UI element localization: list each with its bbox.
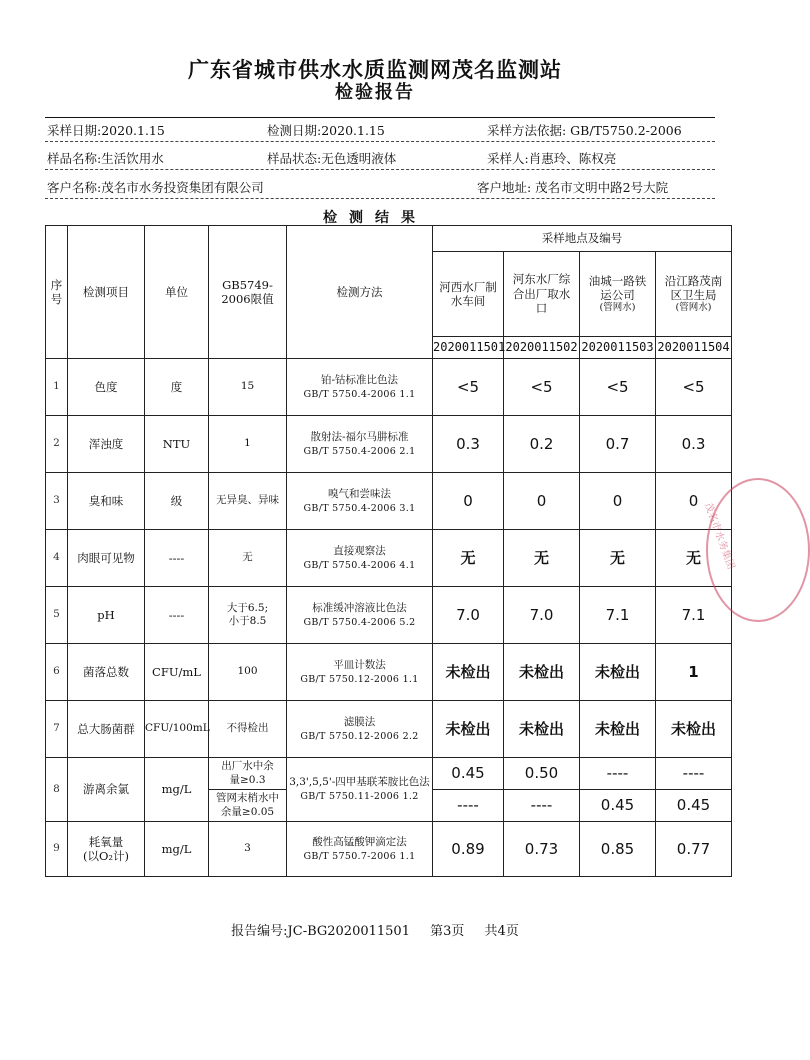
row-unit: NTU [145,416,209,473]
row-method: 平皿计数法 GB/T 5750.12-2006 1.1 [287,644,433,701]
table-row [46,701,732,758]
row-value: <5 [580,359,656,416]
row-limit-b: 管网末梢水中余量≥0.05 [209,790,287,822]
row-value: 0 [504,473,580,530]
row-value: 7.1 [656,587,732,644]
row-method: 嗅气和尝味法 GB/T 5750.4-2006 3.1 [287,473,433,530]
info-row-dates [45,118,715,138]
site-code: 2020011503 [580,337,656,359]
row-limit: 大于6.5;小于8.5 [209,587,287,644]
row-value: 7.0 [433,587,504,644]
row-item: 肉眼可见物 [68,530,145,587]
header-method: 检测方法 [287,226,433,359]
row-limit: 1 [209,416,287,473]
row-unit: ---- [145,530,209,587]
row-unit: CFU/100mL [145,701,209,758]
row-no: 6 [46,644,68,701]
row-value: 无 [580,530,656,587]
row-limit: 100 [209,644,287,701]
row-method: 酸性高锰酸钾滴定法 GB/T 5750.7-2006 1.1 [287,822,433,877]
section-title: 检测结果 [323,210,427,226]
page-number: 第3页 [430,924,465,939]
info-row-sample [45,146,715,166]
row-value: 未检出 [433,644,504,701]
row-no: 4 [46,530,68,587]
row-value: <5 [504,359,580,416]
row-no: 7 [46,701,68,758]
row-method: 3,3',5,5'-四甲基联苯胺比色法 GB/T 5750.11-2006 1.2 [287,758,433,822]
row-no: 5 [46,587,68,644]
report-number: 报告编号:JC-BG2020011501 [231,924,410,939]
row-value: 未检出 [580,644,656,701]
info-row-client [45,175,715,195]
row-no: 1 [46,359,68,416]
row-value: 未检出 [504,701,580,758]
client-address: 客户地址: 茂名市文明中路2号大院 [477,180,669,195]
row-value: ---- [656,758,732,790]
row-value: 0.45 [656,790,732,822]
divider [45,141,715,142]
row-value: 0.7 [580,416,656,473]
seal-stamp-text: 茂名市水务集团 [701,501,737,571]
row-no: 9 [46,822,68,877]
row-no: 2 [46,416,68,473]
row-value: 0 [433,473,504,530]
row-unit: mg/L [145,822,209,877]
table-row [46,587,732,644]
row-value: 1 [656,644,732,701]
table-row [46,758,732,790]
row-value: 0 [656,473,732,530]
row-value: 未检出 [433,701,504,758]
row-no: 8 [46,758,68,822]
row-unit: ---- [145,587,209,644]
method-basis: 采样方法依据: GB/T5750.2-2006 [487,123,682,138]
site-header: 河西水厂制水车间 [433,252,504,337]
site-code: 2020011504 [656,337,732,359]
row-value: 0.85 [580,822,656,877]
row-value: 0.2 [504,416,580,473]
table-row [46,644,732,701]
row-value: 0.50 [504,758,580,790]
row-limit: 不得检出 [209,701,287,758]
row-limit: 无异臭、异味 [209,473,287,530]
row-method: 标准缓冲溶液比色法 GB/T 5750.4-2006 5.2 [287,587,433,644]
row-item: 耗氧量 (以O₂计) [68,822,145,877]
row-value: ---- [580,758,656,790]
row-unit: 度 [145,359,209,416]
row-method: 直接观察法 GB/T 5750.4-2006 4.1 [287,530,433,587]
sampler: 采样人:肖惠玲、陈权亮 [487,151,617,166]
table-row [46,416,732,473]
row-value: 0.45 [433,758,504,790]
row-limit: 无 [209,530,287,587]
row-value: 无 [504,530,580,587]
row-limit: 15 [209,359,287,416]
row-value: <5 [656,359,732,416]
sample-date: 采样日期:2020.1.15 [47,123,165,138]
row-unit: 级 [145,473,209,530]
row-item: 臭和味 [68,473,145,530]
test-date: 检测日期:2020.1.15 [267,123,385,138]
results-table [45,225,732,877]
row-method: 铂-钴标准比色法 GB/T 5750.4-2006 1.1 [287,359,433,416]
row-value: 无 [656,530,732,587]
row-item: 总大肠菌群 [68,701,145,758]
row-value: 无 [433,530,504,587]
row-item: pH [68,587,145,644]
client-name: 客户名称:茂名市水务投资集团有限公司 [47,180,264,195]
row-value: ---- [433,790,504,822]
header-unit: 单位 [145,226,209,359]
report-footer [0,920,750,939]
row-value: 0.45 [580,790,656,822]
row-item: 菌落总数 [68,644,145,701]
site-header: 油城一路铁运公司 (管网水) [580,252,656,337]
header-seq: 序号 [46,226,68,359]
sample-state: 样品状态:无色透明液体 [267,151,397,166]
row-value: 0 [580,473,656,530]
row-value: 0.73 [504,822,580,877]
divider [45,169,715,170]
table-row [46,822,732,877]
report-subtitle: 检验报告 [335,82,415,103]
row-item: 色度 [68,359,145,416]
table-row [46,530,732,587]
divider [45,198,715,199]
row-value: 0.3 [656,416,732,473]
row-limit: 3 [209,822,287,877]
table-row [46,473,732,530]
report-title: 广东省城市供水水质监测网茂名监测站 [188,58,562,82]
site-header: 沿江路茂南区卫生局 (管网水) [656,252,732,337]
row-item: 浑浊度 [68,416,145,473]
row-value: 7.1 [580,587,656,644]
header-limit: GB5749-2006限值 [209,226,287,359]
row-value: 未检出 [580,701,656,758]
row-limit-a: 出厂水中余量≥0.3 [209,758,287,790]
table-row [46,359,732,416]
header-item: 检测项目 [68,226,145,359]
row-value: 未检出 [504,644,580,701]
row-unit: mg/L [145,758,209,822]
site-header: 河东水厂综合出厂取水口 [504,252,580,337]
site-code: 2020011502 [504,337,580,359]
row-item: 游离余氯 [68,758,145,822]
sample-name: 样品名称:生活饮用水 [47,151,164,166]
row-value: ---- [504,790,580,822]
site-code: 2020011501 [433,337,504,359]
row-value: 0.3 [433,416,504,473]
row-value: 7.0 [504,587,580,644]
header-locations: 采样地点及编号 [433,226,732,252]
row-method: 滤膜法 GB/T 5750.12-2006 2.2 [287,701,433,758]
row-method: 散射法-福尔马肼标准 GB/T 5750.4-2006 2.1 [287,416,433,473]
row-value: 未检出 [656,701,732,758]
page-total: 共4页 [484,924,519,939]
seal-stamp [701,478,810,622]
row-no: 3 [46,473,68,530]
row-value: 0.77 [656,822,732,877]
row-value: 0.89 [433,822,504,877]
row-unit: CFU/mL [145,644,209,701]
row-value: <5 [433,359,504,416]
